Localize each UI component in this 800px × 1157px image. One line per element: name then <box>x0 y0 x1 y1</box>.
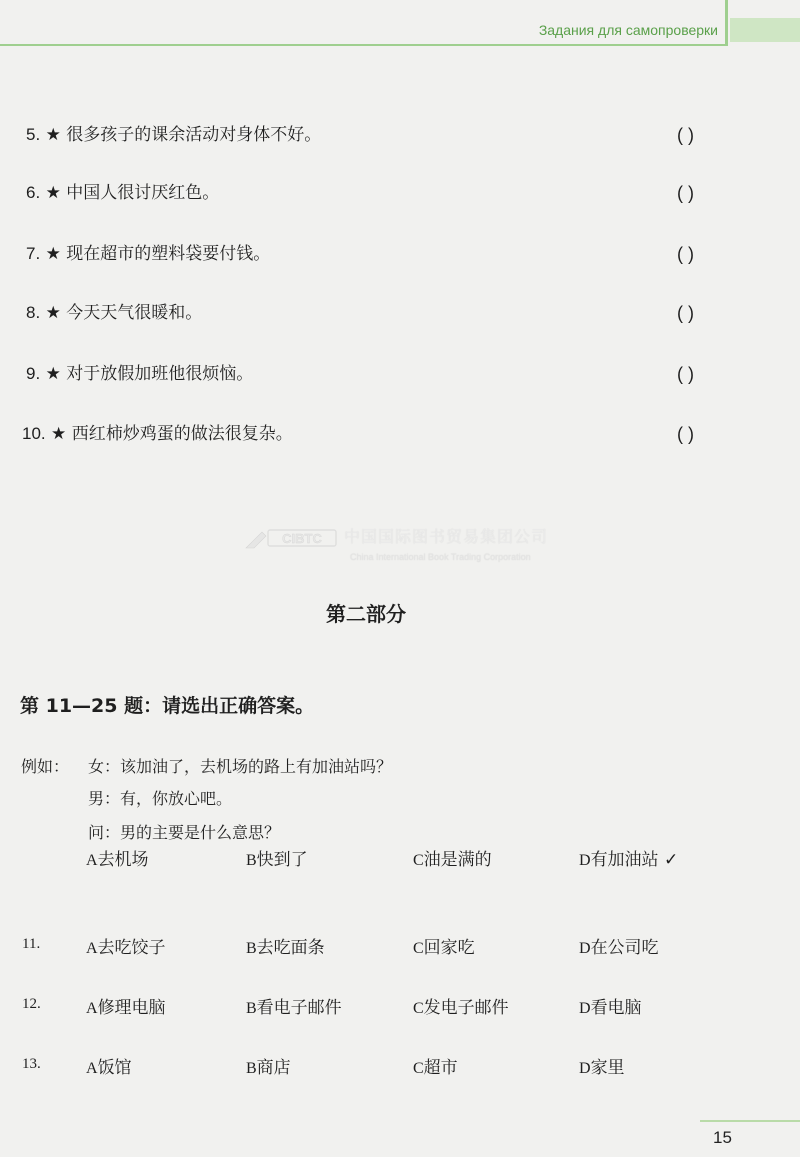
tf-item-10 <box>22 419 722 449</box>
option-text: 修理电脑 <box>97 998 166 1018</box>
item-text: 中国人很讨厌红色。 <box>66 183 220 203</box>
example-option-c <box>413 845 492 870</box>
tf-item-6 <box>26 178 726 208</box>
q11-option-c <box>413 933 475 958</box>
option-text: 有加油站 ✓ <box>590 850 679 870</box>
header-accent-block <box>730 18 800 42</box>
q12-option-b <box>246 993 342 1018</box>
option-letter: B <box>246 852 257 869</box>
instruction-heading: 第 11—25 题：请选出正确答案。 <box>20 695 315 717</box>
option-text: 家里 <box>590 1058 625 1078</box>
option-letter: A <box>86 852 98 869</box>
item-text: 西红柿炒鸡蛋的做法很复杂。 <box>71 424 293 444</box>
option-letter: B <box>246 940 257 957</box>
logo-text: CIBTC <box>282 531 322 546</box>
option-text: 去机场 <box>97 850 149 870</box>
option-text: 商店 <box>256 1058 291 1078</box>
option-text: 饭馆 <box>97 1058 132 1078</box>
question-number-11: 11. <box>22 936 41 952</box>
header-vertical-rule <box>725 0 728 46</box>
item-text: 现在超市的塑料袋要付钱。 <box>66 244 271 264</box>
option-text: 回家吃 <box>423 938 475 958</box>
option-letter: A <box>86 1060 98 1077</box>
page-number: 15 <box>713 1128 732 1147</box>
item-text: 今天天气很暖和。 <box>66 303 203 323</box>
option-text: 快到了 <box>256 850 308 870</box>
star-icon: ★ <box>45 183 61 203</box>
option-text: 看电子邮件 <box>256 998 342 1018</box>
example-question: 问：男的主要是什么意思？ <box>88 823 281 842</box>
item-text: 对于放假加班他很烦恼。 <box>66 364 254 384</box>
tf-item-5 <box>26 120 726 150</box>
option-text: 在公司吃 <box>590 938 659 958</box>
q11-option-b <box>246 933 325 958</box>
page-header <box>0 0 800 46</box>
cibtc-logo-icon <box>244 524 340 554</box>
option-letter: C <box>413 1000 424 1017</box>
answer-blank: ( ) <box>677 183 694 203</box>
star-icon: ★ <box>45 244 61 264</box>
example-option-a <box>86 845 149 870</box>
option-letter: D <box>579 852 591 869</box>
option-letter: D <box>579 1060 591 1077</box>
q11-option-a <box>86 933 166 958</box>
q13-option-d <box>579 1053 625 1078</box>
watermark-name-en: China International Book Trading Corporation <box>350 552 531 562</box>
option-text: 去吃面条 <box>256 938 325 958</box>
answer-blank: ( ) <box>677 244 694 264</box>
answer-blank: ( ) <box>677 125 694 145</box>
example-option-d <box>579 845 678 870</box>
tf-item-8 <box>26 298 726 328</box>
option-text: 超市 <box>423 1058 458 1078</box>
q12-option-a <box>86 993 166 1018</box>
tf-item-9 <box>26 359 726 389</box>
watermark-name-cn: 中国国际图书贸易集团公司 <box>344 527 549 546</box>
option-text: 看电脑 <box>590 998 642 1018</box>
item-number: 10. <box>22 424 46 443</box>
q12-option-d <box>579 993 642 1018</box>
q13-option-c <box>413 1053 458 1078</box>
q11-option-d <box>579 933 659 958</box>
option-letter: C <box>413 852 424 869</box>
star-icon: ★ <box>45 364 61 384</box>
item-number: 9. <box>26 364 41 383</box>
item-number: 7. <box>26 244 41 263</box>
item-number: 5. <box>26 125 41 144</box>
option-text: 油是满的 <box>423 850 492 870</box>
example-dialogue-woman: 女：该加油了，去机场的路上有加油站吗？ <box>88 757 393 776</box>
q12-option-c <box>413 993 509 1018</box>
option-letter: B <box>246 1060 257 1077</box>
publisher-watermark <box>232 522 562 572</box>
item-number: 8. <box>26 303 41 322</box>
section-title: 第二部分 <box>326 602 406 626</box>
option-text: 去吃饺子 <box>97 938 166 958</box>
option-text: 发电子邮件 <box>423 998 509 1018</box>
header-title: Задания для самопроверки <box>538 22 718 38</box>
option-letter: A <box>86 1000 98 1017</box>
header-divider <box>0 44 726 46</box>
q13-option-b <box>246 1053 291 1078</box>
star-icon: ★ <box>51 424 67 444</box>
question-number-12: 12. <box>22 996 41 1012</box>
answer-blank: ( ) <box>677 303 694 323</box>
example-option-b <box>246 845 308 870</box>
item-text: 很多孩子的课余活动对身体不好。 <box>66 125 322 145</box>
option-letter: C <box>413 1060 424 1077</box>
option-letter: D <box>579 1000 591 1017</box>
tf-item-7 <box>26 239 726 269</box>
example-dialogue-man: 男：有，你放心吧。 <box>88 789 233 808</box>
q13-option-a <box>86 1053 132 1078</box>
option-letter: D <box>579 940 591 957</box>
option-letter: A <box>86 940 98 957</box>
option-letter: C <box>413 940 424 957</box>
example-label: 例如： <box>21 757 70 776</box>
star-icon: ★ <box>45 125 61 145</box>
star-icon: ★ <box>45 303 61 323</box>
item-number: 6. <box>26 183 41 202</box>
question-number-13: 13. <box>22 1056 41 1072</box>
answer-blank: ( ) <box>677 364 694 384</box>
option-letter: B <box>246 1000 257 1017</box>
answer-blank: ( ) <box>677 424 694 444</box>
